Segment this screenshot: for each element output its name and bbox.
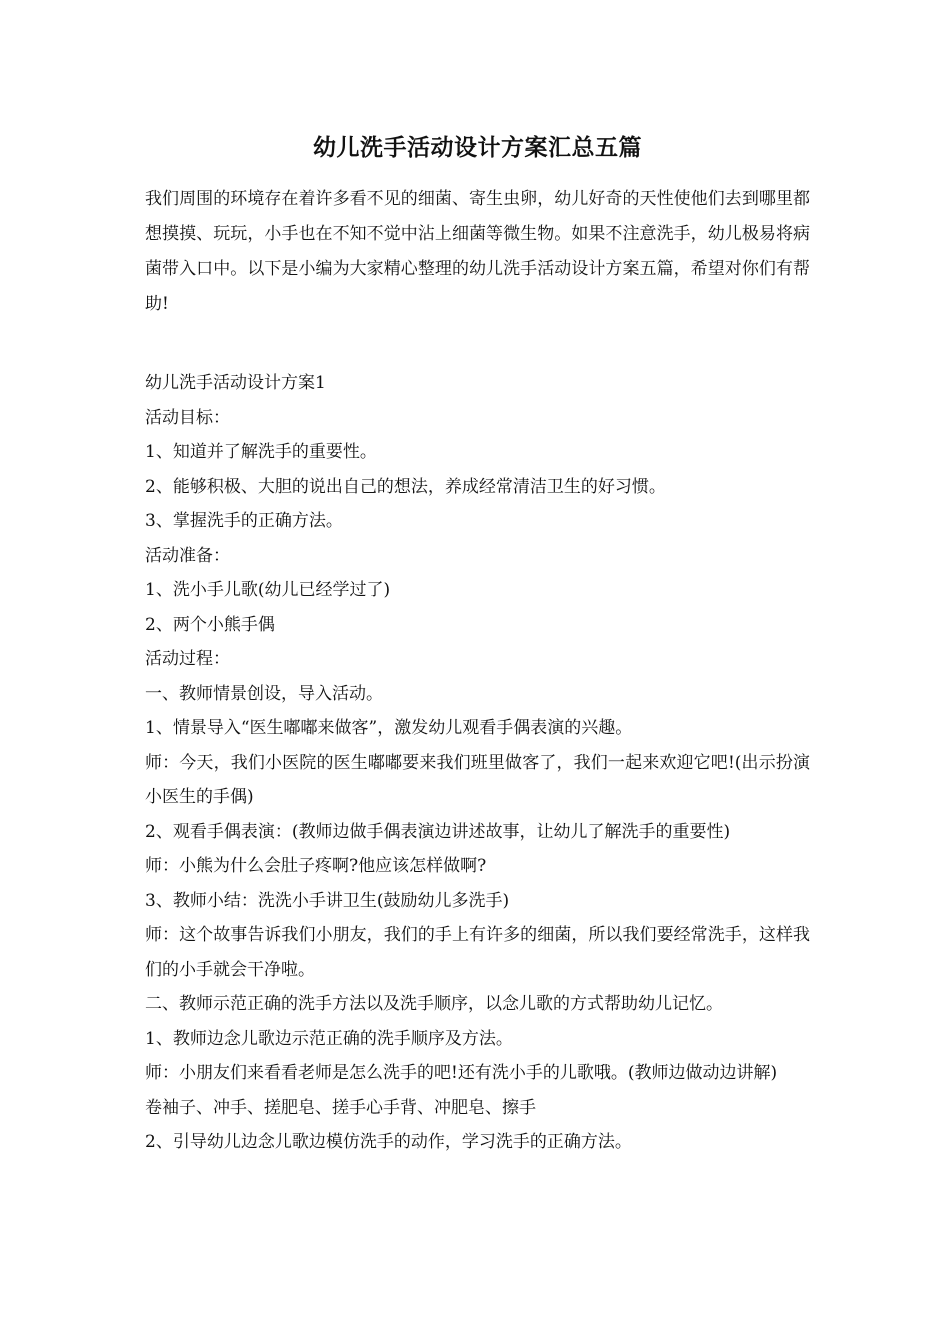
subheading-goals: 活动目标：: [145, 407, 230, 428]
intro-paragraph: 我们周围的环境存在着许多看不见的细菌、寄生虫卵，幼儿好奇的天性使他们去到哪里都想摸摸、玩玩，小手也在不知不觉中沾上细菌等微生物。如果不注意洗手，幼儿极易将病菌带入口中。以下是小编为大家精心整理的幼儿洗手活动设计方案五篇，希望对你们有帮助!: [145, 189, 810, 314]
text-line: 师：小熊为什么会肚子疼啊?他应该怎样做啊?: [145, 856, 487, 876]
text-line: 卷袖子、冲手、搓肥皂、搓手心手背、冲肥皂、擦手: [145, 1097, 536, 1118]
text-line: 3、掌握洗手的正确方法。: [145, 511, 343, 531]
text-line: 2、引导幼儿边念儿歌边模仿洗手的动作，学习洗手的正确方法。: [145, 1132, 632, 1152]
text-line: 1、情景导入“医生嘟嘟来做客”，激发幼儿观看手偶表演的兴趣。: [145, 718, 633, 738]
text-line: 3、教师小结：洗洗小手讲卫生(鼓励幼儿多洗手): [145, 890, 510, 911]
text-line: 1、知道并了解洗手的重要性。: [145, 442, 377, 462]
text-line: 二、教师示范正确的洗手方法以及洗手顺序，以念儿歌的方式帮助幼儿记忆。: [145, 994, 723, 1014]
text-line: 1、洗小手儿歌(幼儿已经学过了): [145, 580, 391, 600]
text-line: 2、两个小熊手偶: [145, 614, 275, 635]
section-spacer: [145, 322, 810, 366]
subheading-process: 活动过程：: [145, 649, 230, 669]
section-heading: 幼儿洗手活动设计方案1: [145, 373, 326, 393]
text-line: 师：小朋友们来看看老师是怎么洗手的吧!还有洗小手的儿歌哦。(教师边做动边讲解): [145, 1063, 778, 1083]
text-line: 一、教师情景创设，导入活动。: [145, 683, 383, 704]
subheading-preparation: 活动准备：: [145, 545, 230, 566]
text-line: 2、观看手偶表演：(教师边做手偶表演边讲述故事，让幼儿了解洗手的重要性): [145, 821, 731, 842]
text-line: 师：这个故事告诉我们小朋友，我们的手上有许多的细菌，所以我们要经常洗手，这样我们的小手就会干净啦。: [145, 925, 810, 980]
text-line: 1、教师边念儿歌边示范正确的洗手顺序及方法。: [145, 1028, 513, 1049]
text-line: 师：今天，我们小医院的医生嘟嘟要来我们班里做客了，我们一起来欢迎它吧!(出示扮演小医生的手偶): [145, 752, 810, 807]
document-page: [145, 130, 810, 1160]
document-title: 幼儿洗手活动设计方案汇总五篇: [313, 134, 642, 161]
text-line: 2、能够积极、大胆的说出自己的想法，养成经常清洁卫生的好习惯。: [145, 476, 666, 497]
